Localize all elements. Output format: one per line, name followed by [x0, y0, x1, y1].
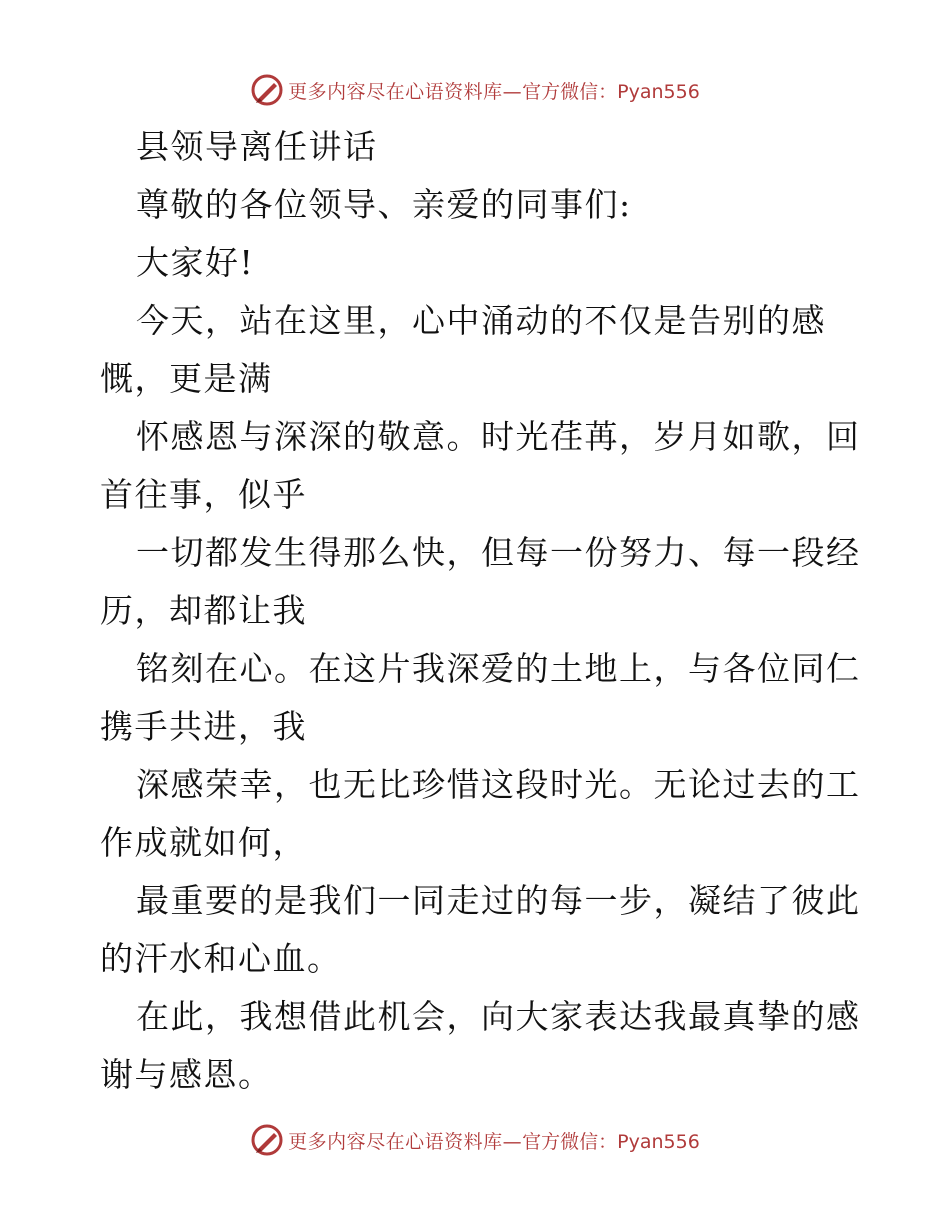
pen-logo-icon — [250, 1123, 284, 1157]
document-body — [100, 118, 860, 1104]
header-banner — [0, 70, 950, 110]
paragraph-line: 怀感恩与深深的敬意。时光荏苒，岁月如歌，回 — [136, 417, 861, 456]
paragraph-line: 铭刻在心。在这片我深爱的土地上，与各位同仁 — [136, 649, 861, 688]
paragraph-line: 作成就如何， — [100, 823, 307, 862]
header-banner-text: 更多内容尽在心语资料库— — [288, 80, 523, 103]
pen-logo-icon — [250, 73, 284, 107]
salutation: 尊敬的各位领导、亲爱的同事们: — [136, 185, 632, 224]
greeting: 大家好! — [136, 243, 255, 282]
footer-banner-text: 更多内容尽在心语资料库— — [288, 1130, 523, 1153]
paragraph-line: 在此，我想借此机会，向大家表达我最真挚的感 — [136, 997, 861, 1036]
paragraph-line: 历，却都让我 — [100, 591, 307, 630]
footer-wechat-text: 官方微信：Pyan556 — [522, 1130, 700, 1153]
paragraph-line: 谢与感恩。 — [100, 1055, 273, 1094]
paragraph-line: 深感荣幸，也无比珍惜这段时光。无论过去的工 — [136, 765, 861, 804]
header-wechat-text: 官方微信：Pyan556 — [522, 80, 700, 103]
document-title: 县领导离任讲话 — [136, 127, 378, 166]
paragraph-line: 今天，站在这里，心中涌动的不仅是告别的感 — [136, 301, 826, 340]
paragraph-line: 慨，更是满 — [100, 359, 273, 398]
paragraph-line: 首往事，似乎 — [100, 475, 307, 514]
footer-banner — [0, 1120, 950, 1160]
paragraph-line: 的汗水和心血。 — [100, 939, 342, 978]
paragraph-line: 携手共进，我 — [100, 707, 307, 746]
paragraph-line: 一切都发生得那么快，但每一份努力、每一段经 — [136, 533, 861, 572]
paragraph-line: 最重要的是我们一同走过的每一步，凝结了彼此 — [136, 881, 861, 920]
